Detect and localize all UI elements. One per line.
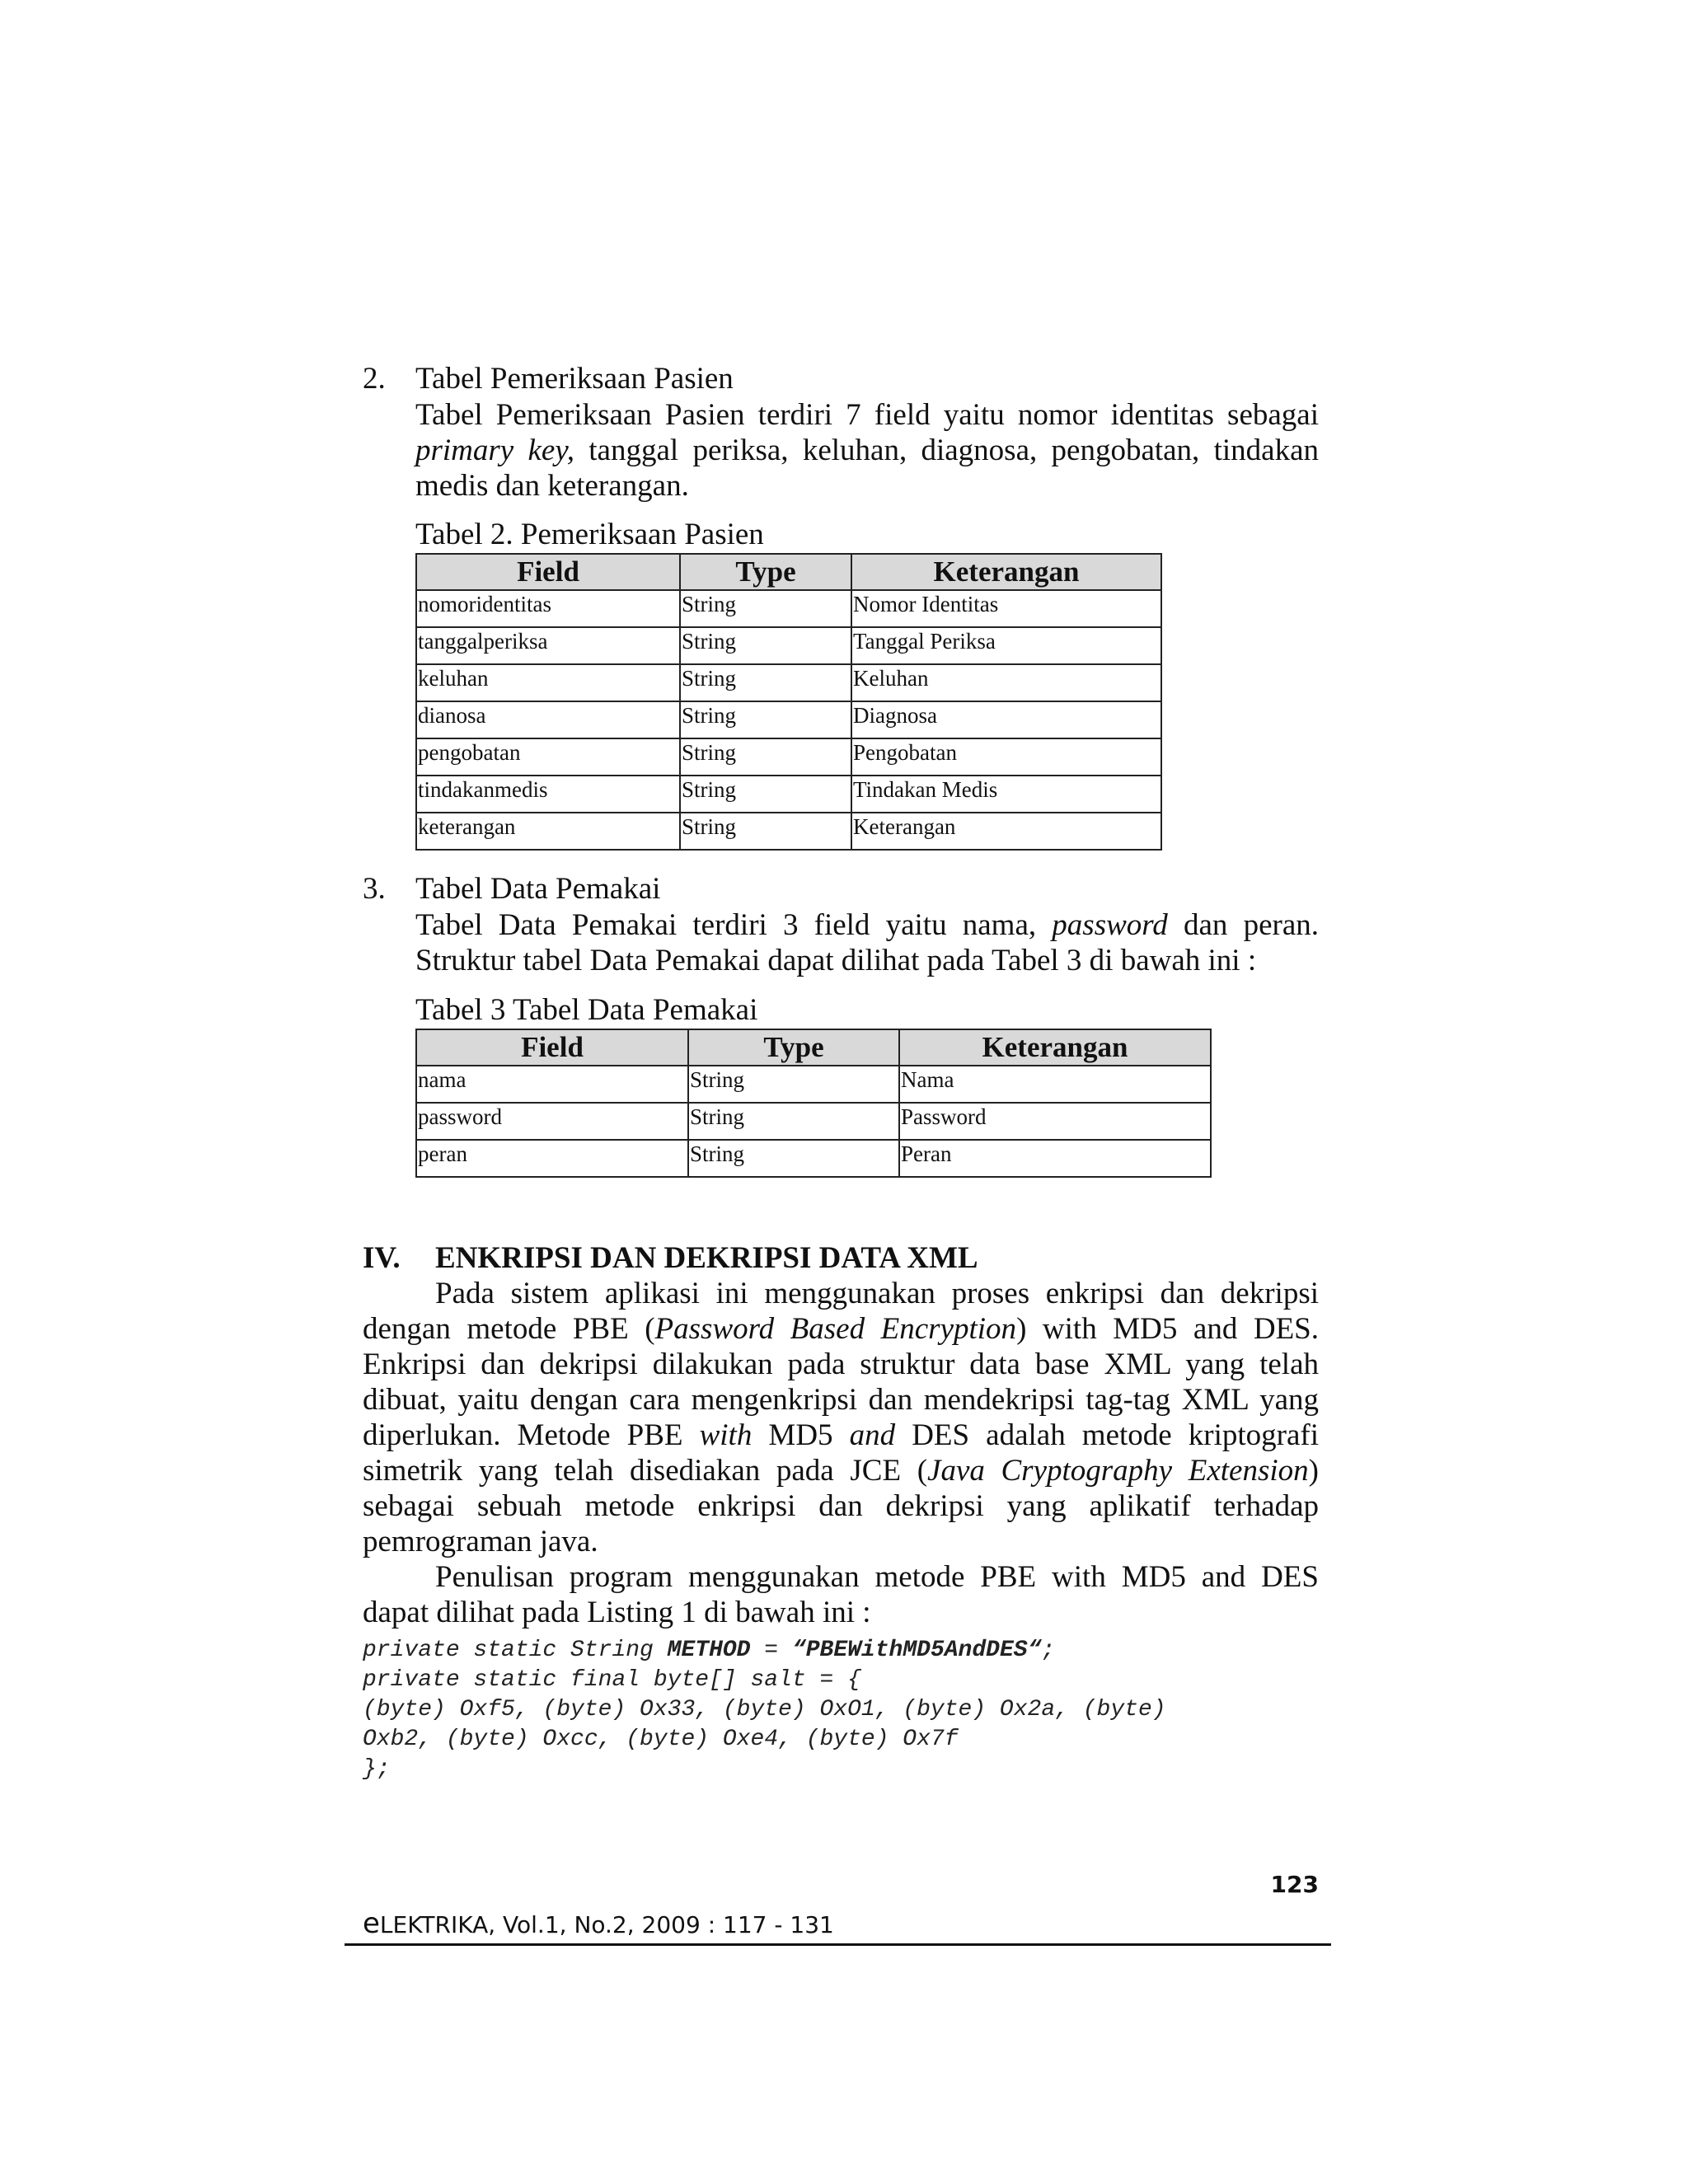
column-header: Field bbox=[416, 554, 680, 590]
body-emphasis: Java Cryptography Extension bbox=[927, 1454, 1309, 1488]
table-cell: Diagnosa bbox=[851, 701, 1161, 738]
body-emphasis: with bbox=[699, 1418, 753, 1452]
table-cell: Tanggal Periksa bbox=[851, 627, 1161, 664]
code-text: private static String bbox=[363, 1638, 668, 1663]
table-cell: Keterangan bbox=[851, 813, 1161, 850]
body-text: Tabel Data Pemakai terdiri 3 field yaitu nama, bbox=[415, 908, 1053, 942]
table-caption: Tabel 3 Tabel Data Pemakai bbox=[415, 993, 758, 1027]
table-cell: nomoridentitas bbox=[416, 590, 680, 627]
body-text: Pada sistem aplikasi ini menggunakan proses enkripsi dan dekripsi dengan metode PBE ( bbox=[363, 1277, 1319, 1346]
list-number: 2. bbox=[363, 362, 386, 396]
table-cell: String bbox=[688, 1140, 899, 1177]
column-header: Keterangan bbox=[851, 554, 1161, 590]
paragraph-1 bbox=[363, 1276, 1319, 1559]
section-number: IV. bbox=[363, 1241, 401, 1275]
journal-citation: LEKTRIKA, Vol.1, No.2, 2009 : 117 - 131 bbox=[379, 1911, 834, 1938]
data-table-pemeriksaan bbox=[415, 553, 1162, 851]
table-cell: String bbox=[680, 813, 851, 850]
body-text: DES adalah metode kriptografi simetrik yang telah disediakan pada JCE ( bbox=[363, 1418, 1320, 1488]
body-text: Tabel Pemeriksaan Pasien terdiri 7 field yaitu nomor identitas sebagai bbox=[415, 398, 1319, 432]
table-row bbox=[416, 701, 1161, 738]
table-row bbox=[416, 590, 1161, 627]
list-title: Tabel Pemeriksaan Pasien bbox=[415, 362, 734, 396]
table-row bbox=[416, 1140, 1211, 1177]
page-number: 123 bbox=[1270, 1871, 1319, 1898]
code-line: Oxb2, (byte) Oxcc, (byte) Oxe4, (byte) Ox7f bbox=[363, 1727, 959, 1752]
table-cell: keterangan bbox=[416, 813, 680, 850]
table-cell: password bbox=[416, 1103, 688, 1140]
list-body bbox=[415, 907, 1319, 978]
column-header: Type bbox=[688, 1029, 899, 1066]
table-cell: pengobatan bbox=[416, 738, 680, 776]
code-line: private static final byte[] salt = { bbox=[363, 1667, 861, 1693]
list-title: Tabel Data Pemakai bbox=[415, 872, 661, 906]
footer-rule bbox=[345, 1943, 1331, 1946]
journal-footer bbox=[363, 1907, 834, 1940]
code-text: = bbox=[750, 1638, 792, 1663]
table-row bbox=[416, 1066, 1211, 1103]
table-cell: String bbox=[680, 664, 851, 701]
table-cell: String bbox=[680, 776, 851, 813]
table-cell: nama bbox=[416, 1066, 688, 1103]
table-cell: String bbox=[680, 627, 851, 664]
table-cell: tanggalperiksa bbox=[416, 627, 680, 664]
table-cell: Password bbox=[899, 1103, 1211, 1140]
table-cell: Nama bbox=[899, 1066, 1211, 1103]
table-cell: Tindakan Medis bbox=[851, 776, 1161, 813]
table-header-row bbox=[416, 554, 1161, 590]
body-text: Penulisan program menggunakan metode PBE with MD5 and DES dapat dilihat pada Listing 1 di bawah ini : bbox=[363, 1560, 1319, 1629]
table-caption: Tabel 2. Pemeriksaan Pasien bbox=[415, 518, 764, 551]
table-row bbox=[416, 664, 1161, 701]
list-body bbox=[415, 397, 1319, 504]
table-cell: tindakanmedis bbox=[416, 776, 680, 813]
code-line: (byte) Oxf5, (byte) Ox33, (byte) OxO1, (byte) Ox2a, (byte) bbox=[363, 1697, 1166, 1722]
table-cell: Peran bbox=[899, 1140, 1211, 1177]
body-emphasis: primary key, bbox=[415, 434, 574, 467]
table-row bbox=[416, 776, 1161, 813]
column-header: Keterangan bbox=[899, 1029, 1211, 1066]
table-cell: String bbox=[680, 590, 851, 627]
table-cell: keluhan bbox=[416, 664, 680, 701]
table-cell: String bbox=[688, 1066, 899, 1103]
body-text: dan peran. Struktur tabel Data Pemakai dapat dilihat pada Tabel 3 di bawah ini : bbox=[415, 908, 1319, 977]
section-heading bbox=[363, 1240, 978, 1276]
table-row bbox=[416, 1103, 1211, 1140]
body-emphasis: password bbox=[1052, 908, 1168, 942]
table-cell: String bbox=[680, 738, 851, 776]
body-emphasis: and bbox=[849, 1418, 896, 1452]
code-text: ; bbox=[1041, 1638, 1056, 1663]
body-text: tanggal periksa, keluhan, diagnosa, pengobatan, tindakan medis dan keterangan. bbox=[415, 434, 1319, 503]
table-header-row bbox=[416, 1029, 1211, 1066]
journal-initial: e bbox=[363, 1907, 380, 1940]
section-title: ENKRIPSI DAN DEKRIPSI DATA XML bbox=[435, 1241, 978, 1275]
table-cell: String bbox=[688, 1103, 899, 1140]
table-cell: peran bbox=[416, 1140, 688, 1177]
table-row bbox=[416, 627, 1161, 664]
body-emphasis: Password Based Encryption bbox=[654, 1312, 1017, 1346]
table-row bbox=[416, 738, 1161, 776]
table-cell: dianosa bbox=[416, 701, 680, 738]
column-header: Type bbox=[680, 554, 851, 590]
data-table-pemakai bbox=[415, 1029, 1212, 1178]
column-header: Field bbox=[416, 1029, 688, 1066]
table-row bbox=[416, 813, 1161, 850]
code-line: }; bbox=[363, 1756, 391, 1782]
body-text: ) with MD5 and DES. Enkripsi dan dekripsi dilakukan pada struktur data base XML yang telah dibuat, yaitu dengan cara mengenkripsi dan mendekripsi tag-tag XML yang diperlukan. Metode PBE bbox=[363, 1312, 1319, 1452]
table-cell: Pengobatan bbox=[851, 738, 1161, 776]
paragraph-2 bbox=[363, 1559, 1319, 1630]
table-cell: Nomor Identitas bbox=[851, 590, 1161, 627]
code-string: “PBEWithMD5AndDES“ bbox=[791, 1638, 1042, 1663]
body-text: MD5 bbox=[752, 1418, 850, 1452]
body-text: ) sebagai sebuah metode enkripsi dan dekripsi yang aplikatif terhadap pemrograman java. bbox=[363, 1454, 1319, 1558]
table-cell: Keluhan bbox=[851, 664, 1161, 701]
code-keyword: METHOD bbox=[667, 1638, 751, 1663]
code-listing bbox=[363, 1636, 1335, 1784]
table-cell: String bbox=[680, 701, 851, 738]
list-number: 3. bbox=[363, 872, 386, 906]
